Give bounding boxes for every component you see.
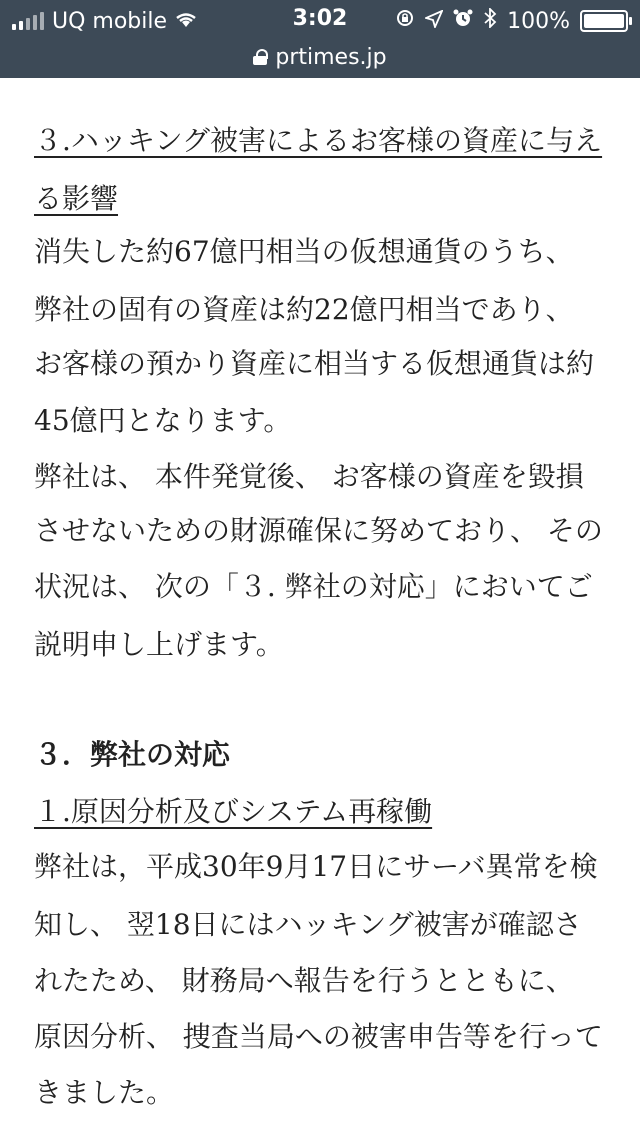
address-bar[interactable] (0, 42, 640, 72)
section-heading-asset-impact: ３.ハッキング被害によるお客様の資産に与え (34, 124, 603, 157)
status-bar (0, 0, 640, 40)
rotation-lock-icon (395, 8, 415, 34)
battery-percent: 100% (507, 8, 570, 34)
lock-icon (253, 49, 267, 65)
paragraph-line: 45億円となります。 (34, 404, 292, 437)
paragraph-line: れたため、 財務局へ報告を行うとともに、 (34, 964, 574, 997)
carrier-name: UQ mobile (52, 8, 168, 34)
paragraph-line: 弊社は、 本件発覚後、 お客様の資産を毀損 (34, 460, 584, 493)
clock-time: 3:02 (292, 6, 348, 31)
paragraph-line: 説明申し上げます。 (34, 628, 284, 661)
bluetooth-icon (483, 8, 497, 34)
paragraph-line: 弊社の固有の資産は約22億円相当であり、 (34, 293, 574, 326)
location-arrow-icon (425, 9, 443, 34)
alarm-icon (453, 8, 473, 34)
section-heading-company-response: ３．弊社の対応 (34, 738, 231, 771)
battery-icon (580, 10, 628, 32)
paragraph-line: 原因分析、 捜査当局への被害申告等を行って (34, 1020, 603, 1053)
paragraph-line: 弊社は，平成30年9月17日にサーバ異常を検 (34, 850, 598, 883)
paragraph-line: きました。 (34, 1076, 175, 1109)
status-icons (395, 6, 628, 36)
browser-top-bar (0, 0, 640, 78)
url-text[interactable]: prtimes.jp (275, 44, 387, 70)
section-heading-asset-impact-cont: る影響 (34, 182, 119, 215)
paragraph-line: 状況は、 次の「３. 弊社の対応」においてご (34, 570, 593, 603)
paragraph-line: させないための財源確保に努めており、 その (34, 514, 603, 547)
paragraph-line: お客様の預かり資産に相当する仮想通貨は約 (34, 347, 595, 380)
paragraph-line: 知し、 翌18日にはハッキング被害が確認さ (34, 908, 582, 941)
subsection-heading-cause-analysis: １.原因分析及びシステム再稼働 (34, 795, 433, 828)
paragraph-line: 消失した約67億円相当の仮想通貨のうち、 (34, 235, 574, 268)
article-content (0, 78, 640, 1136)
